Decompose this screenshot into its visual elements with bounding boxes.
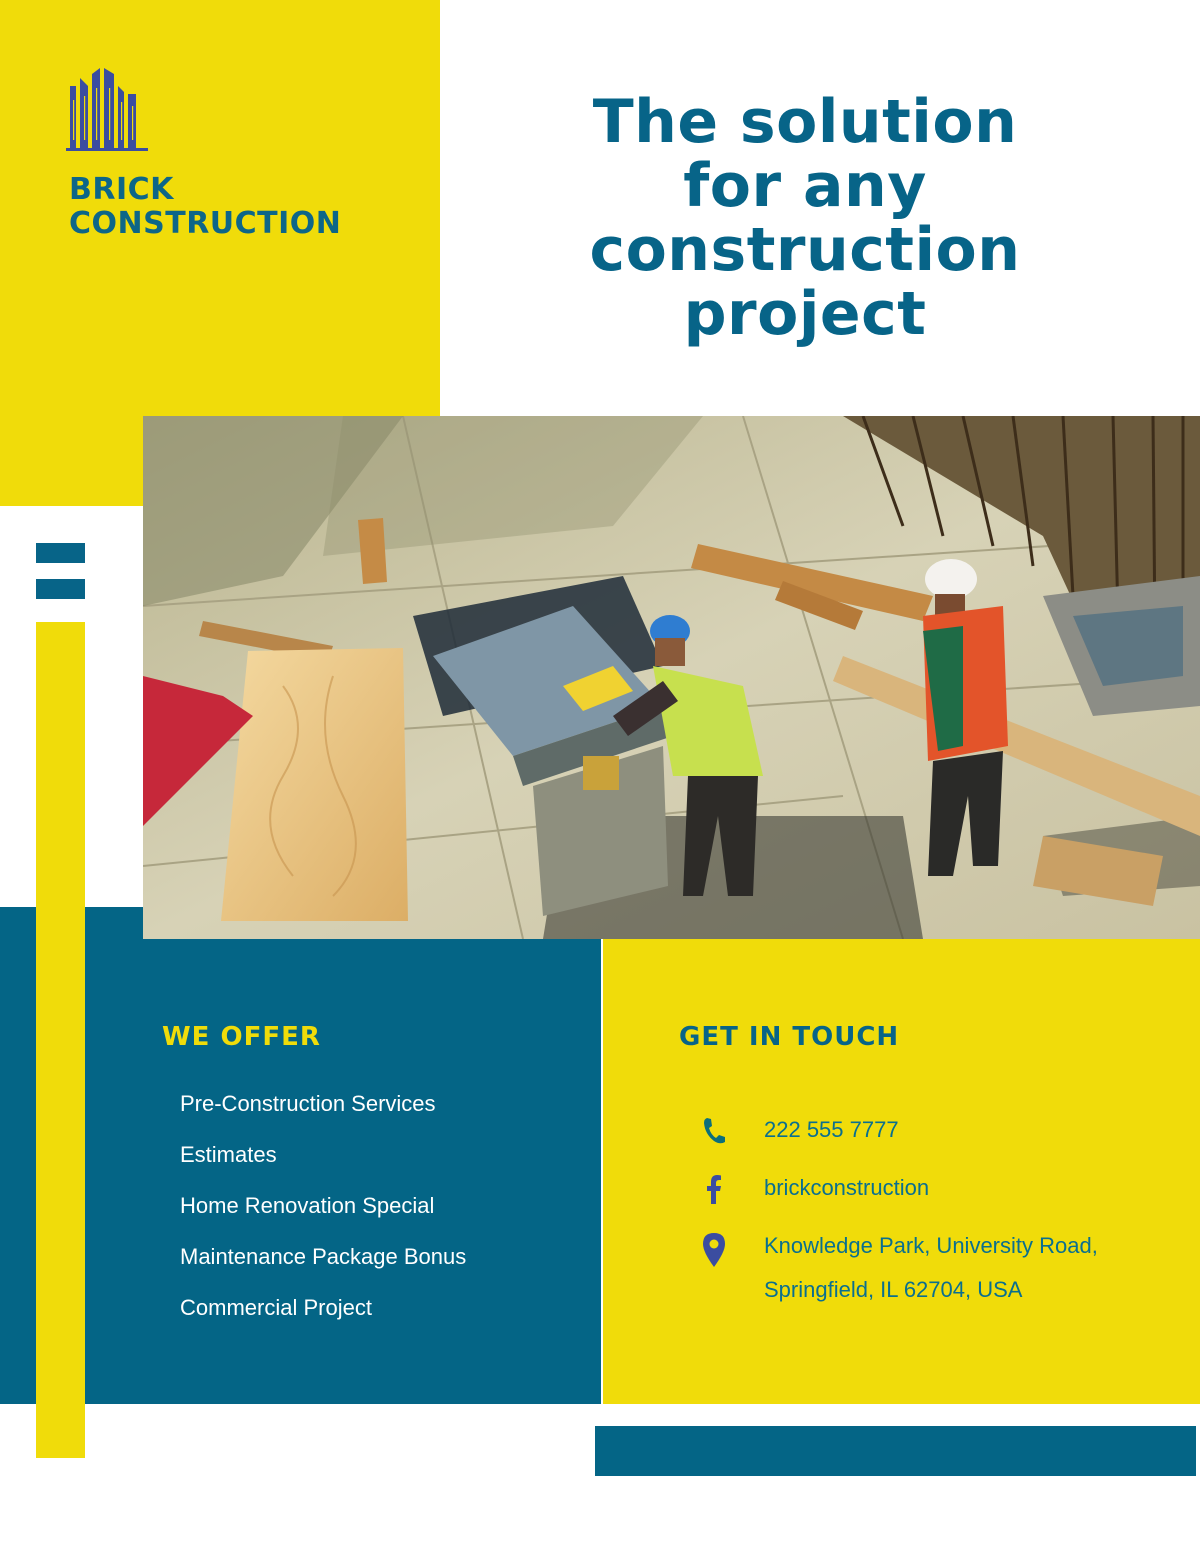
brand-line-1: BRICK: [69, 172, 174, 207]
offer-item: Maintenance Package Bonus: [180, 1244, 467, 1269]
offer-item: Home Renovation Special: [180, 1193, 435, 1218]
address-line-2: Springfield, IL 62704, USA: [764, 1277, 1023, 1302]
decor-dash-top: [36, 543, 85, 563]
headline-line-2: for any: [683, 151, 927, 221]
offer-item: Estimates: [180, 1142, 277, 1167]
contact-heading: GET IN TOUCH: [679, 1022, 900, 1052]
bottom-strip: [595, 1426, 1196, 1476]
decor-vertical-bar: [36, 622, 85, 1458]
offer-item: Pre-Construction Services: [180, 1091, 436, 1116]
facebook-handle: brickconstruction: [764, 1175, 930, 1200]
construction-workers-table-saw-photo: [143, 416, 1200, 939]
headline-line-4: project: [683, 279, 927, 349]
headline-line-1: The solution: [592, 87, 1018, 157]
contact-phone: [700, 1116, 899, 1152]
page-title: [540, 87, 1070, 349]
location-pin-icon: [700, 1232, 728, 1268]
contact-address: [700, 1232, 1098, 1312]
building-logo-icon: [66, 66, 148, 152]
decor-dash-bottom: [36, 579, 85, 599]
offer-heading: WE OFFER: [162, 1022, 321, 1052]
offer-list: [180, 1089, 466, 1344]
offer-item: Commercial Project: [180, 1295, 372, 1320]
brand-name: [69, 173, 341, 241]
facebook-icon: [700, 1174, 728, 1204]
address-line-1: Knowledge Park, University Road,: [764, 1233, 1098, 1258]
phone-icon: [700, 1116, 728, 1146]
contact-facebook: [700, 1174, 929, 1210]
brand-line-2: CONSTRUCTION: [69, 206, 342, 241]
headline-line-3: construction: [589, 215, 1021, 285]
phone-number: 222 555 7777: [764, 1117, 899, 1142]
